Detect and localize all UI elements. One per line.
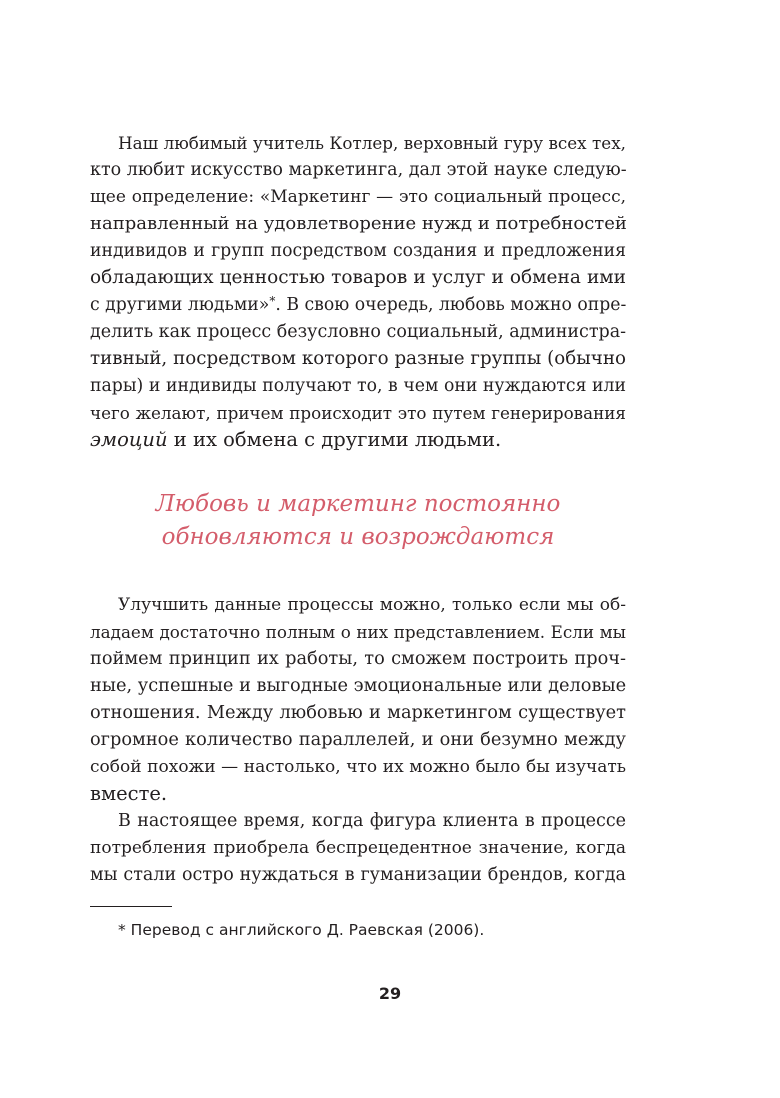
text-line: мы стали остро нуждаться в гуманизации брендов, когда bbox=[90, 865, 626, 885]
text-line: ные, успешные и выгодные эмоциональные или деловые bbox=[90, 676, 627, 696]
text-line: потребления приобрела беспрецедентное значение, когда bbox=[90, 838, 626, 858]
text-line: направленный на удовлетворение нужд и потребностей bbox=[90, 213, 627, 234]
text-line: собой похожи — настолько, что их можно было бы изучать bbox=[90, 757, 626, 777]
page-number: 29 bbox=[378, 984, 402, 1003]
section-heading-line-2: обновляются и возрождаются bbox=[161, 524, 555, 550]
text-line: тивный, посредством которого разные группы (обычно bbox=[90, 348, 626, 369]
text-line: кто любит искусство маркетинга, дал этой науке следую- bbox=[90, 160, 627, 180]
text-line: В настоящее время, когда фигура клиента в процессе bbox=[118, 811, 626, 831]
text-line bbox=[90, 427, 626, 453]
text-line: делить как процесс безусловно социальный, администра- bbox=[90, 322, 627, 342]
text-fragment: и их обмена с другими людьми. bbox=[167, 428, 502, 451]
emphasis-emotions: эмоций bbox=[90, 428, 168, 451]
footnote: * Перевод с английского Д. Раевская (2006). bbox=[118, 921, 485, 939]
text-line: Улучшить данные процессы можно, только если мы об- bbox=[118, 595, 626, 615]
text-line: поймем принцип их работы, то сможем построить проч- bbox=[90, 649, 626, 669]
text-line: индивидов и групп посредством создания и предложения bbox=[90, 241, 626, 261]
section-heading-line-1: Любовь и маркетинг постоянно bbox=[155, 491, 561, 517]
text-line: отношения. Между любовью и маркетингом существует bbox=[90, 703, 626, 723]
text-line: чего желают, причем происходит это путем генерирования bbox=[90, 403, 626, 423]
text-fragment: с другими людьми» bbox=[90, 295, 270, 315]
text-line: ладаем достаточно полным о них представлением. Если мы bbox=[90, 622, 626, 642]
text-line: огромное количество параллелей, и они безумно между bbox=[90, 730, 626, 750]
text-line bbox=[90, 292, 626, 318]
text-line: обладающих ценностью товаров и услуг и обмена ими bbox=[90, 267, 626, 288]
text-fragment: . В свою очередь, любовь можно опре- bbox=[275, 295, 627, 315]
footnote-divider bbox=[90, 906, 172, 907]
footnote-marker: * bbox=[269, 294, 276, 308]
text-line: вместе. bbox=[90, 782, 168, 805]
text-line: щее определение: «Маркетинг — это социальный процесс, bbox=[90, 187, 626, 207]
text-line: Наш любимый учитель Котлер, верховный гуру всех тех, bbox=[118, 133, 626, 153]
text-line: пары) и индивиды получают то, в чем они нуждаются или bbox=[90, 376, 626, 396]
